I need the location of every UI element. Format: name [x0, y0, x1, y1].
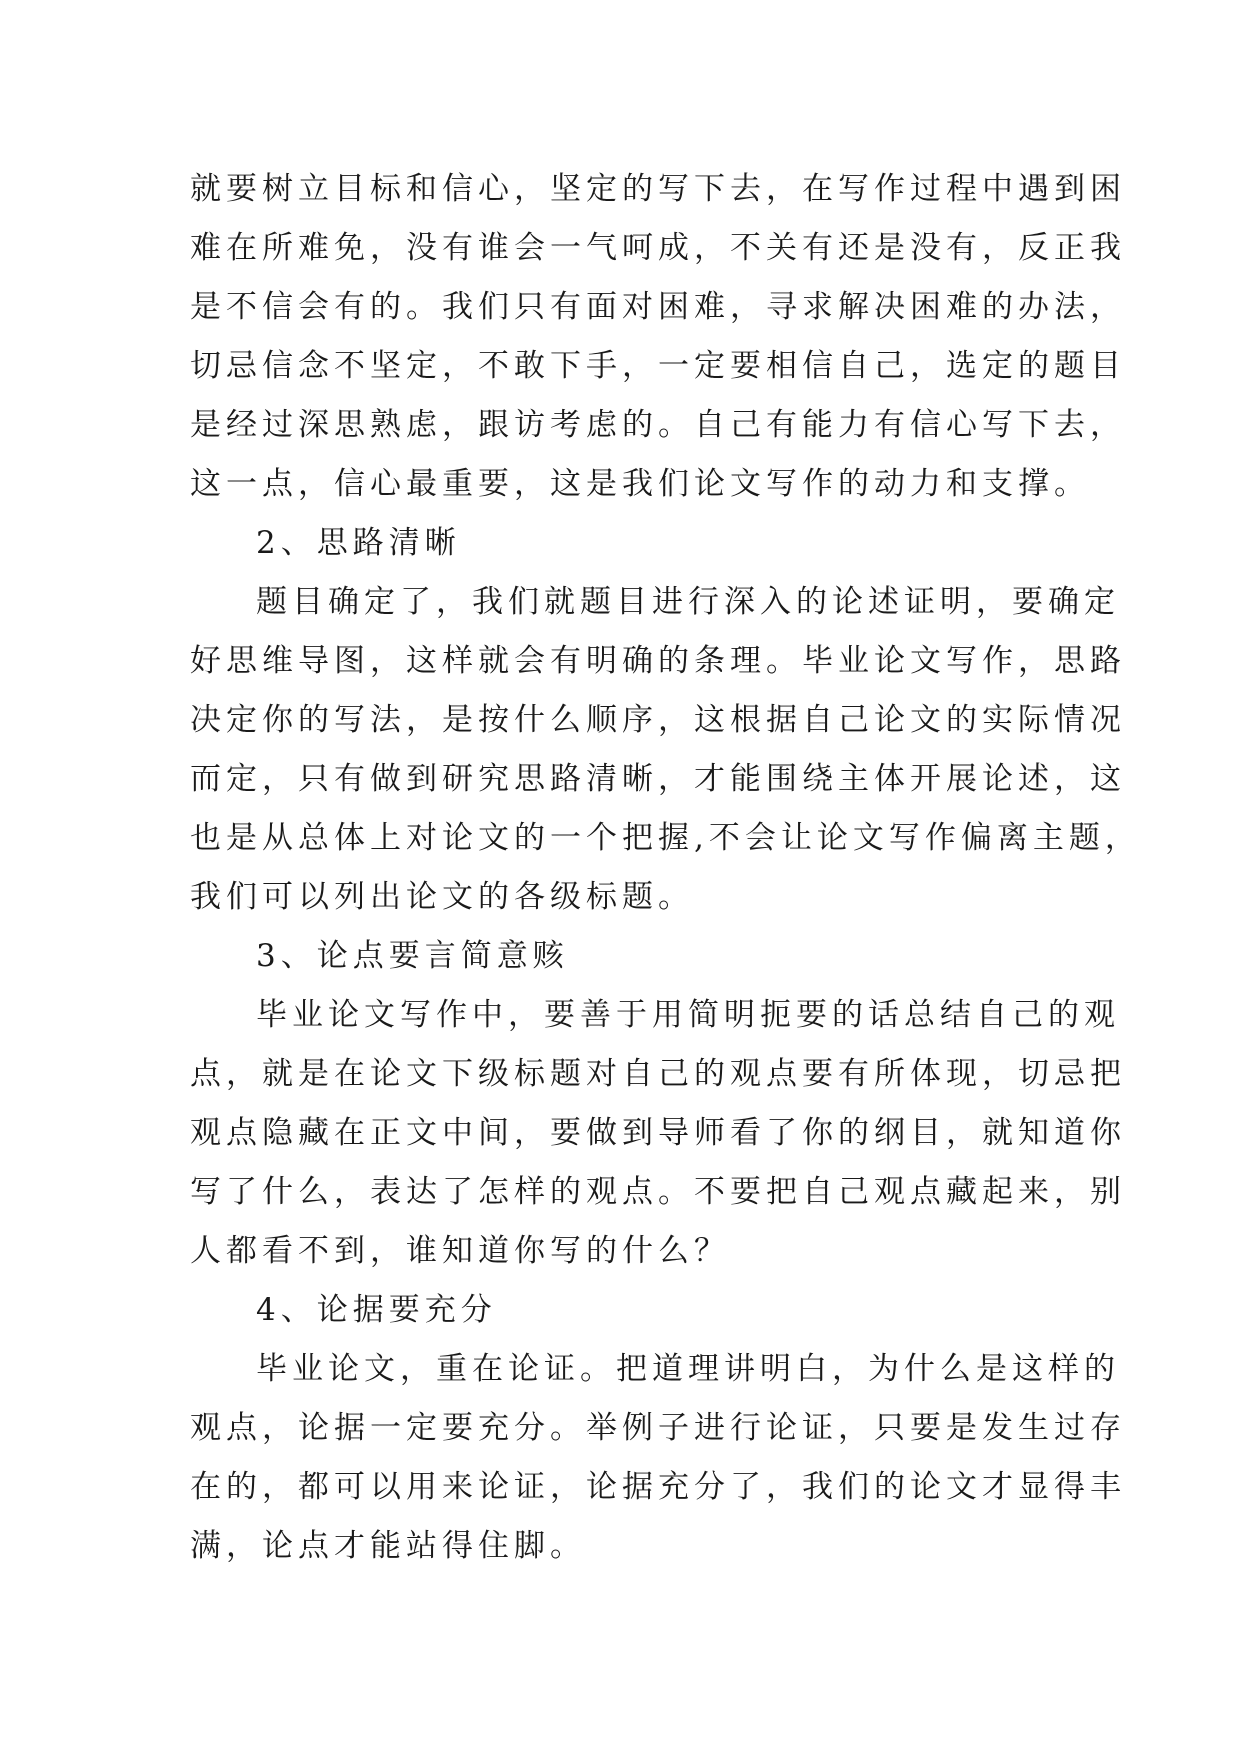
text-line: 观点，论据一定要充分。举例子进行论证，只要是发生过存 — [190, 1410, 1126, 1446]
text-line: 就要树立目标和信心，坚定的写下去，在写作过程中遇到困 — [190, 171, 1126, 207]
text-line: 毕业论文写作中，要善于用简明扼要的话总结自己的观 — [256, 997, 1120, 1033]
text-line: 而定，只有做到研究思路清晰，才能围绕主体开展论述，这 — [190, 761, 1126, 797]
text-line: 决定你的写法，是按什么顺序，这根据自己论文的实际情况 — [190, 702, 1126, 738]
text-line: 毕业论文，重在论证。把道理讲明白，为什么是这样的 — [256, 1351, 1120, 1387]
text-line: 也是从总体上对论文的一个把握,不会让论文写作偏离主题， — [190, 820, 1141, 856]
text-line: 在的，都可以用来论证，论据充分了，我们的论文才显得丰 — [190, 1469, 1126, 1505]
text-line: 人都看不到，谁知道你写的什么？ — [190, 1233, 730, 1269]
text-line: 4、论据要充分 — [256, 1292, 497, 1328]
text-line: 观点隐藏在正文中间，要做到导师看了你的纲目，就知道你 — [190, 1115, 1126, 1151]
text-line: 是不信会有的。我们只有面对困难，寻求解决困难的办法， — [190, 289, 1126, 325]
text-line: 好思维导图，这样就会有明确的条理。毕业论文写作，思路 — [190, 643, 1126, 679]
text-line: 切忌信念不坚定，不敢下手，一定要相信自己，选定的题目 — [190, 348, 1126, 384]
text-line: 满，论点才能站得住脚。 — [190, 1528, 586, 1564]
text-line: 这一点，信心最重要，这是我们论文写作的动力和支撑。 — [190, 466, 1090, 502]
text-line: 题目确定了，我们就题目进行深入的论述证明，要确定 — [256, 584, 1120, 620]
text-line: 点，就是在论文下级标题对自己的观点要有所体现，切忌把 — [190, 1056, 1126, 1092]
text-line: 2、思路清晰 — [256, 525, 461, 561]
text-line: 我们可以列出论文的各级标题。 — [190, 879, 694, 915]
text-line: 3、论点要言简意赅 — [256, 938, 569, 974]
text-line: 难在所难免，没有谁会一气呵成，不关有还是没有，反正我 — [190, 230, 1126, 266]
text-line: 写了什么，表达了怎样的观点。不要把自己观点藏起来，别 — [190, 1174, 1126, 1210]
document-page — [190, 160, 1141, 1576]
text-line: 是经过深思熟虑，跟访考虑的。自己有能力有信心写下去， — [190, 407, 1126, 443]
